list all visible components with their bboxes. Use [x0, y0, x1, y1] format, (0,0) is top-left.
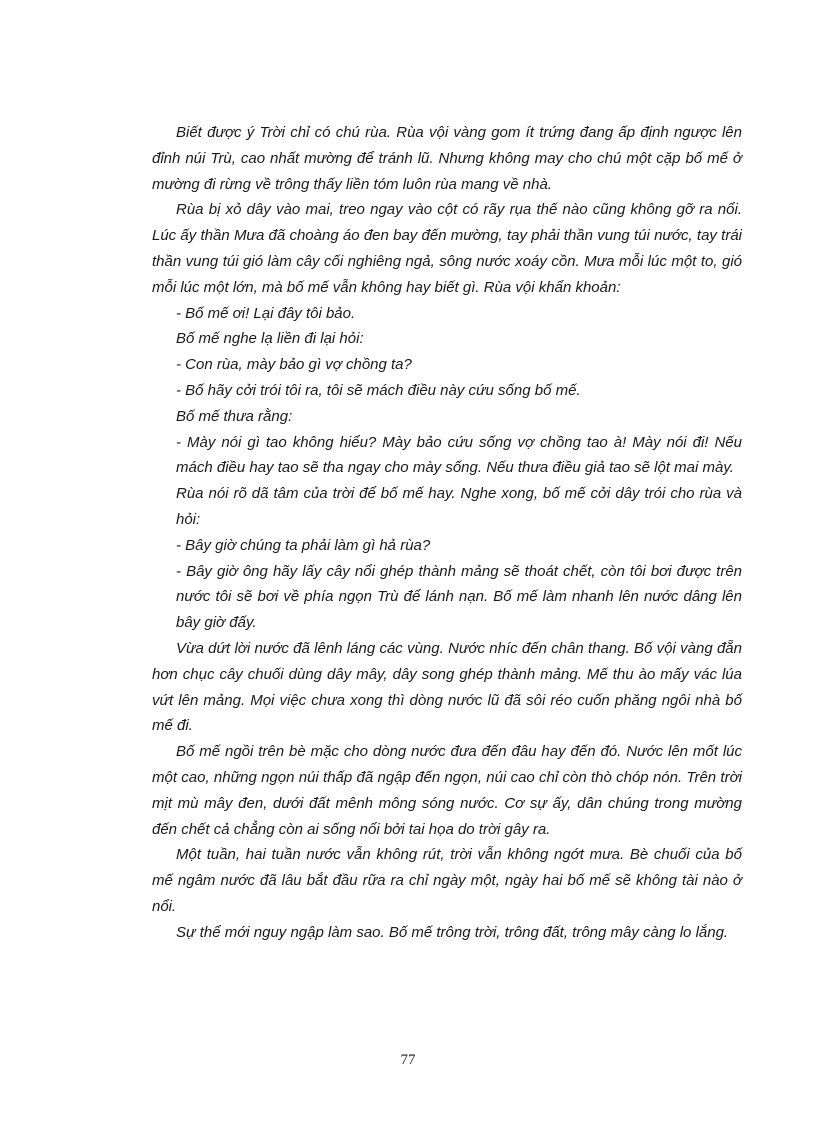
dialog-line: - Bố hãy cởi trói tôi ra, tôi sẽ mách điều này cứu sống bố mế. — [176, 381, 581, 399]
paragraph: Sự thể mới nguy ngập làm sao. Bố mế trông trời, trông đất, trông mây càng lo lắng. — [176, 923, 729, 941]
dialog-line: - Bây giờ ông hãy lấy cây nổi ghép thành mảng sẽ thoát chết, còn tôi bơi được trên nước tôi sẽ bơi về phía ngọn Trù để lánh nạn. Bố mế làm nhanh lên nước dâng lên bây giờ đấy. — [176, 562, 742, 632]
paragraph: Vừa dứt lời nước đã lênh láng các vùng. Nước nhíc đến chân thang. Bố vội vàng đẵn hơn chục cây chuối dùng dây mây, dây song ghép thành mảng. Mế thu ào mấy vác lúa vứt lên mảng. Mọi việc chưa xong thì dòng nước lũ đã sôi réo cuốn phăng ngôi nhà bố mế đi. — [152, 639, 742, 735]
story-text — [152, 120, 742, 946]
dialog-line: Bố mế nghe lạ liền đi lại hỏi: — [176, 330, 364, 348]
dialog-line: - Bây giờ chúng ta phải làm gì hả rùa? — [176, 536, 431, 554]
paragraph: Rùa bị xỏ dây vào mai, treo ngay vào cột có rãy rụa thế nào cũng không gỡ ra nổi. Lúc ấy thần Mưa đã choàng áo đen bay đến mường, tay phải thần vung túi nước, tay trái thần vung túi gió làm cây cối nghiêng ngả, sông nước xoáy cồn. Mưa mỗi lúc một to, gió mỗi lúc một lớn, mà bố mế vẫn không hay biết gì. Rùa vội khẩn khoản: — [152, 201, 742, 296]
paragraph: Bố mế ngồi trên bè mặc cho dòng nước đưa đến đâu hay đến đó. Nước lên mốt lúc một cao, những ngọn núi thấp đã ngập đến ngọn, núi cao chỉ còn thò chóp nón. Trên trời mịt mù mây đen, dưới đất mênh mông sóng nước. Cơ sự ấy, dân chúng trong mường đến chết cả chẳng còn ai sống nổi bởi tai họa do trời gây ra. — [152, 743, 742, 838]
dialog-line: Rùa nói rõ dã tâm của trời để bố mế hay. Nghe xong, bố mế cởi dây trói cho rùa và hỏi: — [176, 485, 742, 528]
dialog-line: - Bố mế ơi! Lại đây tôi bảo. — [176, 304, 356, 322]
paragraph: Một tuần, hai tuần nước vẫn không rút, trời vẫn không ngớt mưa. Bè chuối của bố mế ngâm nước đã lâu bắt đầu rữa ra chỉ ngày một, ngày hai bố mế sẽ không tài nào ở nổi. — [152, 846, 742, 915]
dialog-line: - Mày nói gì tao không hiểu? Mày bảo cứu sống vợ chồng tao à! Mày nói đi! Nếu mách điều hay tao sẽ tha ngay cho mày sống. Nếu thưa điều giả tao sẽ lột mai mày. — [176, 433, 742, 477]
dialog-line: - Con rùa, mày bảo gì vợ chồng ta? — [176, 356, 412, 374]
paragraph: Biết được ý Trời chỉ có chú rùa. Rùa vội vàng gom ít trứng đang ấp định ngược lên đỉnh núi Trù, cao nhất mường để tránh lũ. Nhưng không may cho chú một cặp bố mế ở mường đi rừng về trông thấy liền tóm luôn rùa mang về nhà. — [152, 124, 742, 193]
dialog-line: Bố mế thưa rằng: — [176, 407, 293, 425]
page-number: 77 — [400, 1052, 416, 1068]
